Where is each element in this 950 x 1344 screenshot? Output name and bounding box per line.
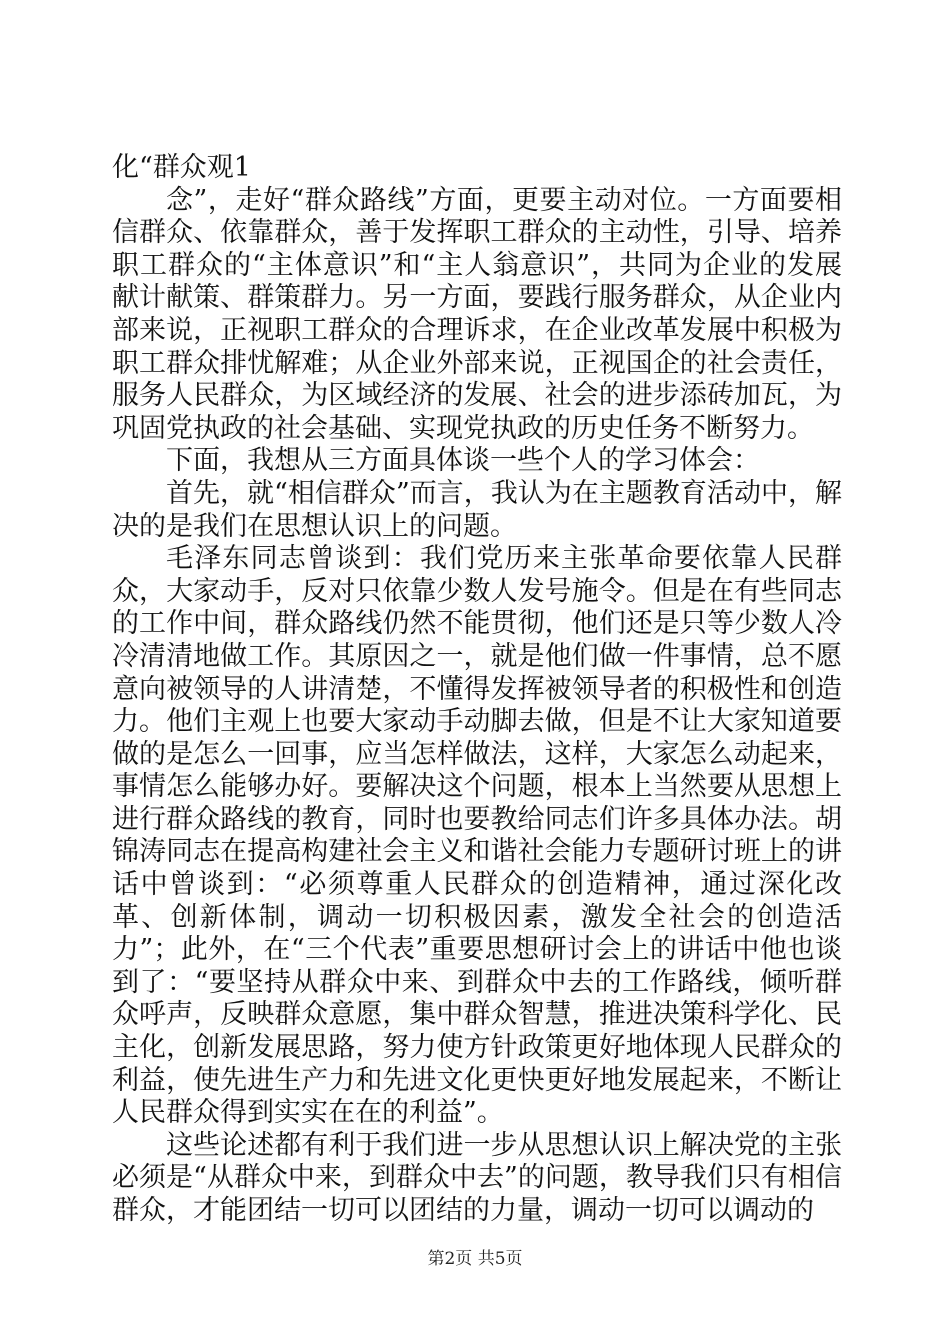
- paragraph: 这些论述都有利于我们进一步从思想认识上解决党的主张必须是“从群众中来，到群众中去”的问题，教导我们只有相信群众，才能团结一切可以团结的力量，调动一切可以调动的: [112, 1129, 842, 1226]
- paragraph: 念”，走好“群众路线”方面，更要主动对位。一方面要相信群众、依靠群众，善于发挥职工群众的主动性，引导、培养职工群众的“主体意识”和“主人翁意识”，共同为企业的发展献计献策、群策群力。另一方面，要践行服务群众，从企业内部来说，正视职工群众的合理诉求，在企业改革发展中积极为职工群众排忧解难；从企业外部来说，正视国企的社会责任，服务人民群众，为区域经济的发展、社会的进步添砖加瓦，为巩固党执政的社会基础、实现党执政的历史任务不断努力。: [112, 184, 842, 444]
- paragraph-heading-fragment: 化“群众观1: [112, 152, 251, 183]
- paragraph: 首先，就“相信群众”而言，我认为在主题教育活动中，解决的是我们在思想认识上的问题。: [112, 477, 842, 542]
- paragraph: 毛泽东同志曾谈到：我们党历来主张革命要依靠人民群众，大家动手，反对只依靠少数人发号施令。但是在有些同志的工作中间，群众路线仍然不能贯彻，他们还是只等少数人冷冷清清地做工作。其原因之一，就是他们做一件事情，总不愿意向被领导的人讲清楚，不懂得发挥被领导者的积极性和创造力。他们主观上也要大家动手动脚去做，但是不让大家知道要做的是怎么一回事，应当怎样做法，这样，大家怎么动起来，事情怎么能够办好。要解决这个问题，根本上当然要从思想上进行群众路线的教育，同时也要教给同志们许多具体办法。胡锦涛同志在提高构建社会主义和谐社会能力专题研讨班上的讲话中曾谈到：“必须尊重人民群众的创造精神，通过深化改革、创新体制，调动一切积极因素，激发全社会的创造活力”；此外，在“三个代表”重要思想研讨会上的讲话中他也谈到了：“要坚持从群众中来、到群众中去的工作路线，倾听群众呼声，反映群众意愿，集中群众智慧，推进决策科学化、民主化，创新发展思路，努力使方针政策更好地体现人民群众的利益，使先进生产力和先进文化更快更好地发展起来，不断让人民群众得到实实在在的利益”。: [112, 543, 842, 1129]
- page-number: 第2页 共5页: [427, 1249, 523, 1269]
- document-body: [112, 152, 842, 1228]
- paragraph: 下面，我想从三方面具体谈一些个人的学习体会：: [166, 445, 760, 477]
